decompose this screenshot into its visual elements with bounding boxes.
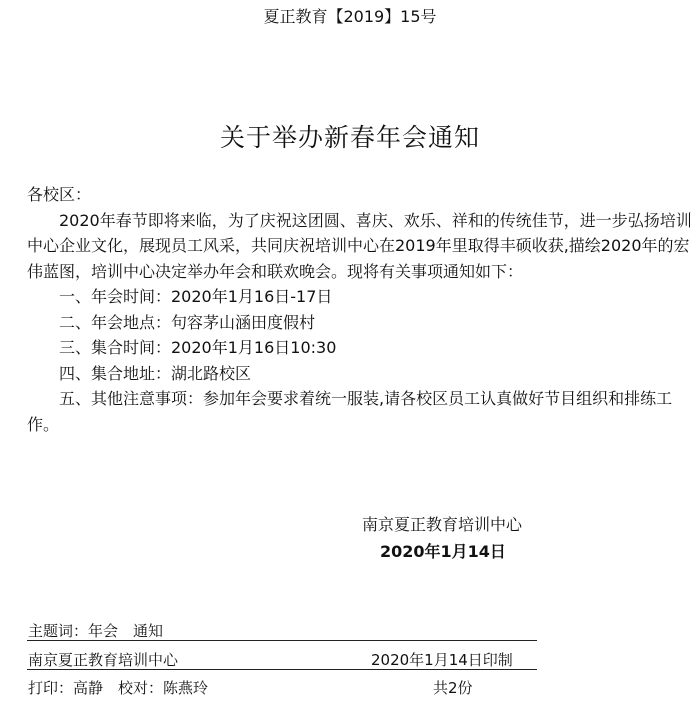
page-title: 关于举办新春年会通知 (219, 123, 480, 152)
document-number: 夏正教育【2019】15号 (263, 7, 437, 26)
notice-body (27, 182, 693, 437)
footer-copies: 共2份 (433, 679, 473, 697)
footer-issuer: 南京夏正教育培训中心 (28, 651, 179, 669)
salutation: 各校区： (27, 185, 92, 204)
item-location: 二、年会地点：句容茅山涵田度假村 (59, 312, 316, 332)
intro-paragraph: 2020年春节即将来临，为了庆祝这团圆、喜庆、欢乐、祥和的传统佳节，进一步弘扬培训中心企业文化，展现员工风采，共同庆祝培训中心在2019年里取得丰硕收获,描绘2020年的宏伟蓝图，培训中心决定举办年会和联欢晚会。现将有关事项通知如下： (27, 210, 692, 281)
footer-printer: 打印：高静 校对：陈燕玲 (28, 679, 209, 697)
footer-rule-bottom (27, 669, 537, 670)
item-time: 一、年会时间：2020年1月16日-17日 (59, 287, 333, 306)
footer-rule-top (27, 640, 537, 641)
item-notes: 五、其他注意事项：参加年会要求着统一服装,请各校区员工认真做好节目组织和排练工作。 (27, 389, 673, 434)
subject-keywords: 主题词：年会 通知 (28, 622, 164, 640)
signature-date: 2020年1月14日 (380, 542, 506, 561)
item-gather-address: 四、集合地址：湖北路校区 (59, 363, 252, 383)
item-gather-time: 三、集合时间：2020年1月16日10:30 (59, 338, 337, 357)
footer-print-date: 2020年1月14日印制 (371, 651, 513, 669)
signature-org: 南京夏正教育培训中心 (362, 515, 523, 534)
